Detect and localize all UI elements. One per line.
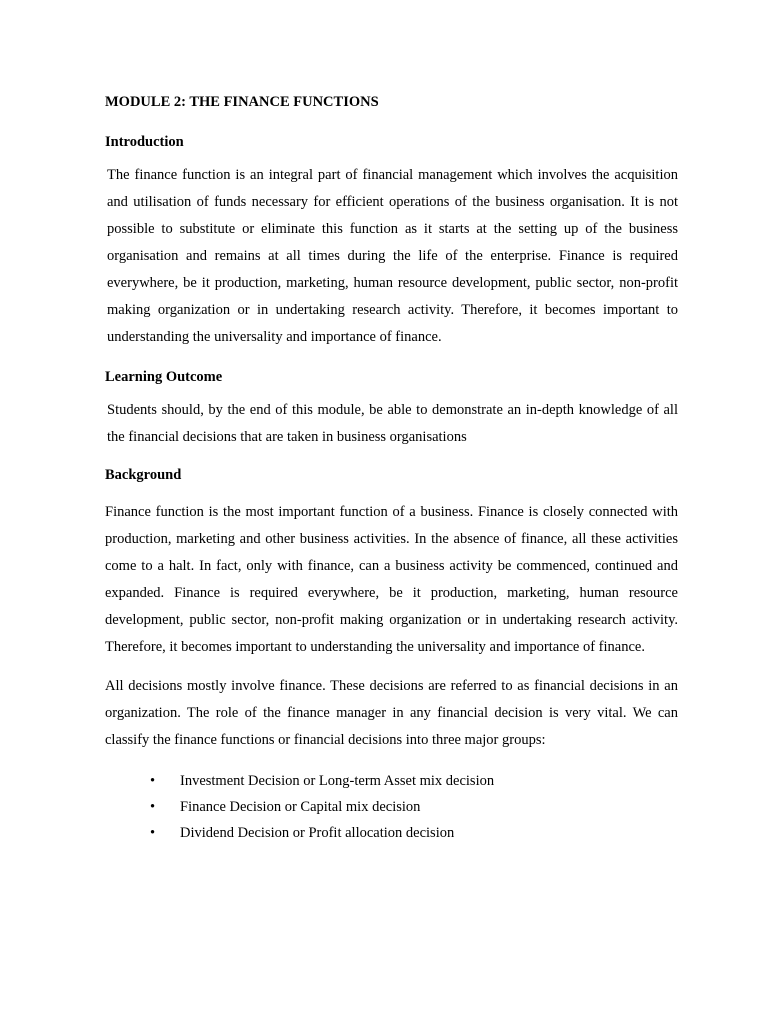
list-item: [105, 794, 678, 820]
list-item-text: Dividend Decision or Profit allocation decision: [180, 825, 455, 841]
bullet-icon: •: [150, 773, 156, 789]
introduction-heading: Introduction: [105, 134, 184, 150]
list-item-text: Finance Decision or Capital mix decision: [180, 799, 421, 815]
background-paragraph: Finance function is the most important function of a business. Finance is closely connected with production, marketing and other business activities. In the absence of finance, all these activities come to a halt. In fact, only with finance, can a business activity be commenced, continued and expanded. Finance is required everywhere, be it production, marketing, human resource development, public sector, non-profit making organization or in undertaking research activity. Therefore, it becomes important to understanding the universality and importance of finance.: [105, 504, 678, 655]
decision-groups-list: [105, 768, 678, 846]
learning-outcome-heading: Learning Outcome: [105, 369, 223, 385]
list-item: [105, 768, 678, 794]
background-heading: Background: [105, 467, 182, 483]
learning-outcome-paragraph: Students should, by the end of this module, be able to demonstrate an in-depth knowledge of all the financial decisions that are taken in business organisations: [107, 402, 678, 445]
list-item: [105, 820, 678, 846]
document-content: [105, 90, 678, 846]
bullet-icon: •: [150, 825, 156, 841]
introduction-paragraph: The finance function is an integral part of financial management which involves the acquisition and utilisation of funds necessary for efficient operations of the business organisation. It is not possible to substitute or eliminate this function as it starts at the setting up of the business organisation and remains at all times during the life of the enterprise. Finance is required everywhere, be it production, marketing, human resource development, public sector, non-profit making organization or in undertaking research activity. Therefore, it becomes important to understanding the universality and importance of finance.: [107, 167, 678, 345]
module-title: MODULE 2: THE FINANCE FUNCTIONS: [105, 94, 379, 110]
bullet-icon: •: [150, 799, 156, 815]
financial-decisions-paragraph: All decisions mostly involve finance. These decisions are referred to as financial decisions in an organization. The role of the finance manager in any financial decision is very vital. We can classify the finance functions or financial decisions into three major groups:: [105, 678, 678, 748]
list-item-text: Investment Decision or Long-term Asset mix decision: [180, 773, 495, 789]
